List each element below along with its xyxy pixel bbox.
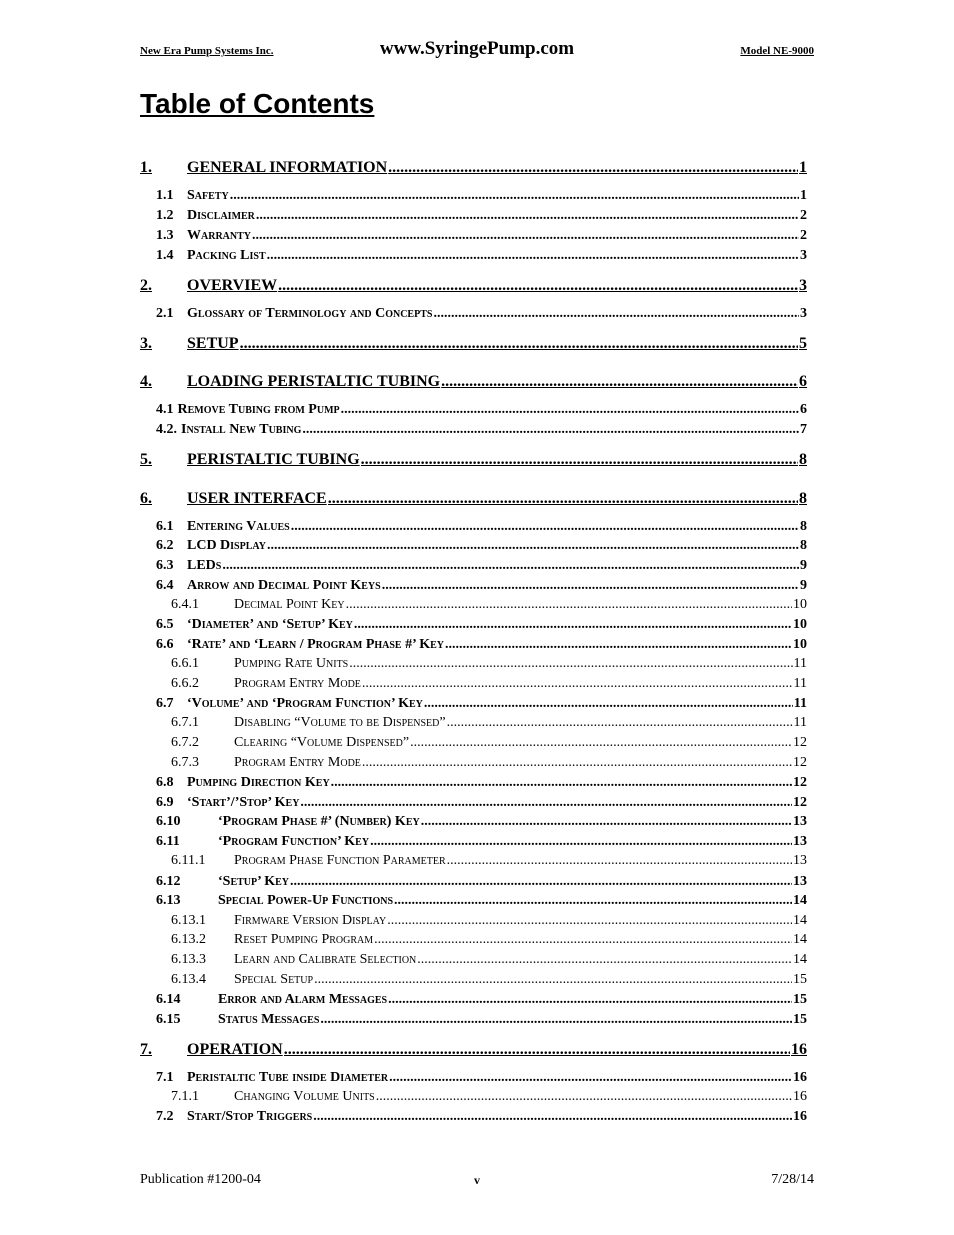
toc-entry-title: Start/Stop Triggers — [187, 1109, 313, 1124]
toc-entry-number: 6.4.1 — [171, 597, 199, 612]
toc-entry-page: 16 — [791, 1041, 807, 1058]
toc-entry[interactable] — [140, 597, 807, 613]
toc-entry[interactable] — [140, 814, 807, 830]
toc-entry-page: 14 — [793, 893, 807, 908]
toc-entry-number: 6.1 — [156, 519, 174, 534]
toc-entry-title: Pumping Rate Units — [234, 656, 349, 671]
toc-entry-title: Program Entry Mode — [234, 755, 361, 770]
toc-entry-title: Safety — [187, 188, 229, 203]
dot-leader — [302, 422, 799, 438]
toc-entry[interactable] — [140, 972, 807, 988]
toc-entry-page: 6 — [800, 402, 807, 417]
toc-entry-number: 6.8 — [156, 775, 174, 790]
toc-entry[interactable] — [140, 519, 807, 535]
dot-leader — [267, 538, 799, 554]
dot-leader — [389, 1070, 792, 1086]
toc-entry-number: 5. — [140, 451, 152, 468]
toc-entry-page: 14 — [793, 932, 807, 947]
toc-entry-page: 14 — [793, 913, 807, 928]
toc-entry[interactable] — [140, 992, 807, 1008]
toc-entry[interactable] — [140, 277, 807, 295]
toc-entry-title: ‘Diameter’ and ‘Setup’ Key — [187, 617, 353, 632]
toc-entry-title: USER INTERFACE — [187, 490, 327, 507]
toc-entry-page: 16 — [793, 1089, 807, 1104]
toc-entry[interactable] — [140, 228, 807, 244]
toc-entry-number: 6.9 — [156, 795, 174, 810]
toc-entry-number: 1.4 — [156, 248, 174, 263]
toc-entry-title: LOADING PERISTALTIC TUBING — [187, 373, 441, 390]
dot-leader — [362, 755, 792, 771]
toc-entry-title: Special Setup — [234, 972, 314, 987]
toc-entry-page: 15 — [793, 992, 807, 1007]
toc-entry[interactable] — [140, 893, 807, 909]
toc-entry-page: 6 — [799, 373, 807, 390]
toc-entry-number: 1.1 — [156, 188, 174, 203]
toc-entry-number: 1. — [140, 159, 152, 176]
dot-leader — [394, 893, 792, 909]
toc-entry[interactable] — [140, 952, 807, 968]
toc-entry[interactable] — [140, 656, 807, 672]
dot-leader — [267, 248, 799, 264]
toc-entry-page: 1 — [800, 188, 807, 203]
company-name: New Era Pump Systems Inc. — [140, 45, 274, 57]
toc-entry-page: 16 — [793, 1070, 807, 1085]
dot-leader — [278, 277, 798, 295]
toc-entry-title: Install New Tubing — [181, 422, 302, 437]
dot-leader — [291, 519, 799, 535]
toc-entry-number: 6.2 — [156, 538, 174, 553]
dot-leader — [361, 451, 798, 469]
toc-entry-title: Firmware Version Display — [234, 913, 387, 928]
toc-entry[interactable] — [140, 617, 807, 633]
toc-entry-title: Changing Volume Units — [234, 1089, 375, 1104]
toc-entry-number: 6.6.2 — [171, 676, 199, 691]
toc-entry-page: 12 — [793, 755, 807, 770]
toc-entry-page: 13 — [793, 853, 807, 868]
toc-entry-number: 7.2 — [156, 1109, 174, 1124]
dot-leader — [362, 676, 793, 692]
toc-entry[interactable] — [140, 1070, 807, 1086]
dot-leader — [328, 490, 798, 508]
dot-leader — [441, 373, 798, 391]
toc-entry-page: 8 — [799, 451, 807, 468]
toc-entry[interactable] — [140, 1041, 807, 1059]
toc-entry[interactable] — [140, 538, 807, 554]
toc-entry-number: 6.13.2 — [171, 932, 206, 947]
toc-entry-number: 6.11 — [156, 834, 180, 849]
toc-entry-title: LCD Display — [187, 538, 266, 553]
toc-entry-page: 12 — [793, 775, 807, 790]
toc-entry[interactable] — [140, 451, 807, 469]
dot-leader — [374, 932, 792, 948]
toc-entry-page: 3 — [799, 277, 807, 294]
toc-entry[interactable] — [140, 402, 807, 418]
dot-leader — [388, 159, 798, 177]
toc-entry[interactable] — [140, 248, 807, 264]
toc-entry-title: Disclaimer — [187, 208, 255, 223]
toc-entry-title: Disabling “Volume to be Dispensed” — [234, 715, 446, 730]
toc-entry-page: 13 — [793, 814, 807, 829]
toc-entry-page: 8 — [799, 490, 807, 507]
toc-entry-number: 6.13.4 — [171, 972, 206, 987]
toc-entry-title: Error and Alarm Messages — [218, 992, 388, 1007]
dot-leader — [290, 874, 792, 890]
dot-leader — [433, 306, 799, 322]
toc-entry-page: 8 — [800, 538, 807, 553]
dot-leader — [240, 335, 798, 353]
toc-entry[interactable] — [140, 932, 807, 948]
toc-entry-number: 6. — [140, 490, 152, 507]
toc-entry-number: 6.7.1 — [171, 715, 199, 730]
toc-entry[interactable] — [140, 335, 807, 353]
dot-leader — [346, 597, 792, 613]
toc-entry-number: 1.2 — [156, 208, 174, 223]
toc-entry-title: Special Power-Up Functions — [218, 893, 394, 908]
toc-entry[interactable] — [140, 735, 807, 751]
toc-entry-number: 4.2. — [156, 422, 177, 437]
toc-entry-number: 4.1 — [156, 402, 174, 417]
toc-entry-page: 9 — [800, 578, 807, 593]
dot-leader — [300, 795, 792, 811]
toc-entry-number: 2. — [140, 277, 152, 294]
dot-leader — [447, 853, 792, 869]
toc-entry-number: 2.1 — [156, 306, 174, 321]
toc-entry-title: Glossary of Terminology and Concepts — [187, 306, 433, 321]
dot-leader — [222, 558, 799, 574]
toc-entry[interactable] — [140, 637, 807, 653]
toc-entry-number: 6.10 — [156, 814, 181, 829]
toc-entry-number: 6.6.1 — [171, 656, 199, 671]
dot-leader — [387, 913, 792, 929]
dot-leader — [314, 972, 792, 988]
toc-entry[interactable] — [140, 795, 807, 811]
toc-entry-number: 7. — [140, 1041, 152, 1058]
toc-entry-number: 6.12 — [156, 874, 181, 889]
toc-entry-page: 5 — [799, 335, 807, 352]
toc-entry-page: 11 — [793, 696, 807, 711]
publication-date: 7/28/14 — [771, 1172, 814, 1187]
toc-entry-page: 7 — [800, 422, 807, 437]
toc-entry[interactable] — [140, 188, 807, 204]
toc-entry-title: ‘Rate’ and ‘Learn / Program Phase #’ Key — [187, 637, 445, 652]
page-number: v — [474, 1173, 480, 1187]
toc-entry-page: 2 — [800, 228, 807, 243]
dot-leader — [252, 228, 799, 244]
toc-entry-title: Packing List — [187, 248, 266, 263]
toc-entry-number: 6.3 — [156, 558, 174, 573]
dot-leader — [354, 617, 792, 633]
toc-entry-page: 16 — [793, 1109, 807, 1124]
dot-leader — [421, 814, 792, 830]
toc-entry[interactable] — [140, 1089, 807, 1105]
toc-entry-number: 6.13 — [156, 893, 181, 908]
toc-entry[interactable] — [140, 853, 807, 869]
toc-entry-title: Entering Values — [187, 519, 290, 534]
toc-entry-number: 6.13.1 — [171, 913, 206, 928]
toc-entry-page: 13 — [793, 834, 807, 849]
toc-entry-title: Program Phase Function Parameter — [234, 853, 446, 868]
toc-entry-title: ‘Program Phase #’ (Number) Key — [218, 814, 420, 829]
publication-number: Publication #1200-04 — [140, 1172, 261, 1187]
dot-leader — [331, 775, 792, 791]
toc-entry-number: 6.7 — [156, 696, 174, 711]
toc-entry-title: OPERATION — [187, 1041, 283, 1058]
dot-leader — [445, 637, 792, 653]
toc-entry[interactable] — [140, 1012, 807, 1028]
toc-entry-title: PERISTALTIC TUBING — [187, 451, 360, 468]
toc-entry-page: 9 — [800, 558, 807, 573]
toc-entry-page: 11 — [793, 656, 807, 671]
toc-entry-number: 3. — [140, 335, 152, 352]
toc-entry-number: 6.7.2 — [171, 735, 199, 750]
toc-entry[interactable] — [140, 755, 807, 771]
toc-entry-title: ‘Start’/’Stop’ Key — [187, 795, 300, 810]
toc-entry-title: LEDs — [187, 558, 222, 573]
toc-entry-title: Program Entry Mode — [234, 676, 361, 691]
dot-leader — [284, 1041, 790, 1059]
toc-entry[interactable] — [140, 775, 807, 791]
toc-entry-page: 10 — [793, 637, 807, 652]
toc-entry-page: 12 — [793, 735, 807, 750]
website: www.SyringePump.com — [379, 38, 575, 59]
toc-entry-title: SETUP — [187, 335, 239, 352]
toc-entry-title: Remove Tubing from Pump — [177, 402, 340, 417]
toc-entry-title: ‘Setup’ Key — [218, 874, 290, 889]
toc-entry[interactable] — [140, 558, 807, 574]
toc-entry-number: 6.14 — [156, 992, 181, 1007]
toc-entry-number: 7.1.1 — [171, 1089, 199, 1104]
toc-entry-number: 6.6 — [156, 637, 174, 652]
toc-entry-page: 11 — [793, 715, 807, 730]
toc-entry-page: 3 — [800, 248, 807, 263]
toc-entry[interactable] — [140, 834, 807, 850]
page-header — [140, 38, 814, 62]
toc-entry-page: 11 — [793, 676, 807, 691]
toc-entry-page: 10 — [793, 597, 807, 612]
toc-entry-title: Status Messages — [218, 1012, 320, 1027]
dot-leader — [349, 656, 792, 672]
toc-entry-title: Reset Pumping Program — [234, 932, 374, 947]
toc-entry-number: 6.4 — [156, 578, 174, 593]
toc-entry-page: 1 — [799, 159, 807, 176]
dot-leader — [230, 188, 799, 204]
dot-leader — [376, 1089, 792, 1105]
dot-leader — [410, 735, 792, 751]
toc-entry-number: 6.5 — [156, 617, 174, 632]
dot-leader — [256, 208, 799, 224]
dot-leader — [341, 402, 799, 418]
toc-entry-page: 2 — [800, 208, 807, 223]
toc-entry-title: GENERAL INFORMATION — [187, 159, 388, 176]
toc-entry[interactable] — [140, 715, 807, 731]
dot-leader — [424, 696, 793, 712]
toc-entry[interactable] — [140, 874, 807, 890]
toc-entry-page: 8 — [800, 519, 807, 534]
toc-entry-number: 6.13.3 — [171, 952, 206, 967]
toc-entry-title: ‘Volume’ and ‘Program Function’ Key — [187, 696, 423, 711]
toc-entry-page: 10 — [793, 617, 807, 632]
toc-entry-page: 13 — [793, 874, 807, 889]
toc-entry-page: 14 — [793, 952, 807, 967]
toc-entry[interactable] — [140, 208, 807, 224]
toc-entry-title: Pumping Direction Key — [187, 775, 330, 790]
toc-entry[interactable] — [140, 422, 807, 438]
dot-leader — [447, 715, 793, 731]
toc-entry-page: 15 — [793, 1012, 807, 1027]
toc-entry-title: Decimal Point Key — [234, 597, 345, 612]
toc-entry-title: Learn and Calibrate Selection — [234, 952, 417, 967]
dot-leader — [382, 578, 799, 594]
toc-entry-title: OVERVIEW — [187, 277, 278, 294]
toc-entry-page: 15 — [793, 972, 807, 987]
toc-entry[interactable] — [140, 490, 807, 508]
dot-leader — [370, 834, 792, 850]
toc-entry[interactable] — [140, 578, 807, 594]
toc-entry[interactable] — [140, 676, 807, 692]
toc-entry-page: 3 — [800, 306, 807, 321]
model-number: Model NE-9000 — [740, 45, 814, 57]
toc-entry[interactable] — [140, 913, 807, 929]
toc-entry-page: 12 — [793, 795, 807, 810]
toc-entry[interactable] — [140, 373, 807, 391]
dot-leader — [320, 1012, 792, 1028]
toc-entry-number: 6.7.3 — [171, 755, 199, 770]
toc-entry-title: Arrow and Decimal Point Keys — [187, 578, 381, 593]
dot-leader — [313, 1109, 792, 1125]
toc-entry[interactable] — [140, 696, 807, 712]
toc-entry-number: 7.1 — [156, 1070, 174, 1085]
toc-entry-title: Warranty — [187, 228, 251, 243]
toc-entry-number: 4. — [140, 373, 152, 390]
toc-entry-number: 6.11.1 — [171, 853, 206, 868]
toc-entry-title: Peristaltic Tube inside Diameter — [187, 1070, 389, 1085]
toc-entry[interactable] — [140, 159, 807, 177]
toc-entry[interactable] — [140, 1109, 807, 1125]
toc-entry-title: ‘Program Function’ Key — [218, 834, 370, 849]
dot-leader — [417, 952, 792, 968]
toc-entry-number: 6.15 — [156, 1012, 181, 1027]
dot-leader — [388, 992, 792, 1008]
toc-entry-number: 1.3 — [156, 228, 174, 243]
toc-entry[interactable] — [140, 306, 807, 322]
page-title: Table of Contents — [140, 88, 375, 119]
toc-entry-title: Clearing “Volume Dispensed” — [234, 735, 410, 750]
